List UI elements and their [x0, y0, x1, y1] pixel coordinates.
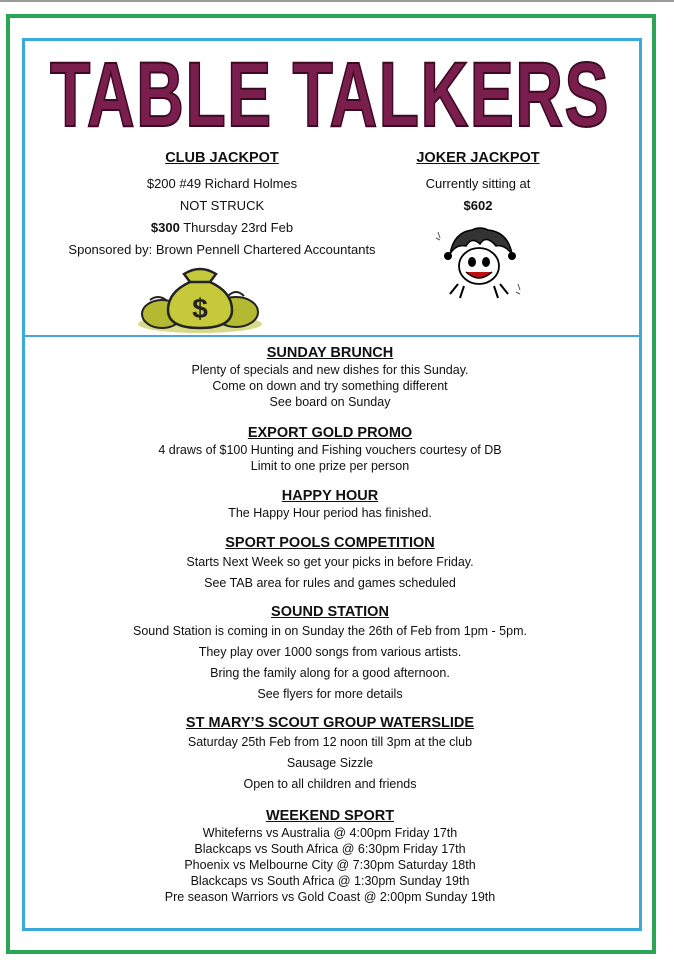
event-line: Sausage Sizzle: [286, 756, 374, 770]
club-jackpot-status: NOT STRUCK: [179, 198, 265, 213]
joker-jackpot-amount: $602: [463, 198, 493, 213]
event-export-gold-promo: [28, 424, 632, 474]
event-line: Phoenix vs Melbourne City @ 7:30pm Saturday 18th: [184, 858, 476, 872]
event-title: SUNDAY BRUNCH: [266, 345, 394, 361]
event-sunday-brunch: [28, 344, 632, 410]
event-line: Plenty of specials and new dishes for this Sunday.: [191, 363, 469, 377]
event-scout-waterslide: [28, 714, 632, 795]
event-title: WEEKEND SPORT: [265, 808, 395, 824]
event-line: Starts Next Week so get your picks in before Friday.: [186, 555, 474, 569]
event-line: Sound Station is coming in on Sunday the 26th of Feb from 1pm - 5pm.: [133, 624, 527, 638]
events-list: [28, 344, 632, 905]
svg-text:$: $: [192, 293, 208, 324]
event-line: Whiteferns vs Australia @ 4:00pm Friday 17th: [202, 826, 458, 840]
event-happy-hour: [28, 487, 632, 521]
event-sound-station: [28, 603, 632, 705]
club-jackpot-heading: CLUB JACKPOT: [165, 150, 279, 166]
club-jackpot-next: [50, 217, 394, 239]
event-line: Limit to one prize per person: [250, 459, 410, 473]
club-jackpot-sponsor: Sponsored by: Brown Pennell Chartered Accountants: [68, 242, 376, 257]
club-jackpot-section: [50, 148, 394, 261]
event-line: Open to all children and friends: [243, 777, 417, 791]
event-line: Bring the family along for a good afternoon.: [210, 666, 450, 680]
joker-icon: [430, 224, 528, 304]
event-line: See TAB area for rules and games scheduled: [204, 576, 456, 590]
joker-jackpot-section: [396, 148, 560, 217]
event-line: Saturday 25th Feb from 12 noon till 3pm at the club: [187, 735, 473, 749]
club-jackpot-line: $200 #49 Richard Holmes: [146, 176, 298, 191]
joker-jackpot-heading: JOKER JACKPOT: [416, 150, 540, 166]
money-bags-icon: [132, 262, 268, 334]
event-weekend-sport: [28, 807, 632, 905]
event-sport-pools: [28, 534, 632, 594]
event-title: SOUND STATION: [271, 604, 389, 620]
svg-text:TABLE TALKERS: TABLE TALKERS: [50, 44, 610, 140]
event-title: HAPPY HOUR: [281, 488, 379, 504]
event-title: ST MARY’S SCOUT GROUP WATERSLIDE: [185, 715, 475, 731]
event-line: See flyers for more details: [257, 687, 403, 701]
event-title: EXPORT GOLD PROMO: [247, 425, 413, 441]
page-title: [40, 40, 620, 140]
event-line: They play over 1000 songs from various artists.: [198, 645, 462, 659]
section-divider: [25, 335, 639, 337]
top-rule: [0, 0, 674, 2]
event-line: Pre season Warriors vs Gold Coast @ 2:00pm Sunday 19th: [164, 890, 496, 904]
joker-jackpot-text: Currently sitting at: [425, 176, 531, 191]
event-line: 4 draws of $100 Hunting and Fishing vouchers courtesy of DB: [158, 443, 502, 457]
event-line: The Happy Hour period has finished.: [228, 506, 432, 520]
event-line: Blackcaps vs South Africa @ 1:30pm Sunday 19th: [190, 874, 470, 888]
event-title: SPORT POOLS COMPETITION: [225, 535, 435, 551]
event-line: See board on Sunday: [269, 395, 391, 409]
event-line: Come on down and try something different: [212, 379, 448, 393]
event-line: Blackcaps vs South Africa @ 6:30pm Friday 17th: [194, 842, 466, 856]
club-jackpot-date: Thursday 23rd Feb: [179, 220, 294, 235]
club-jackpot-amount: $300: [150, 220, 180, 235]
